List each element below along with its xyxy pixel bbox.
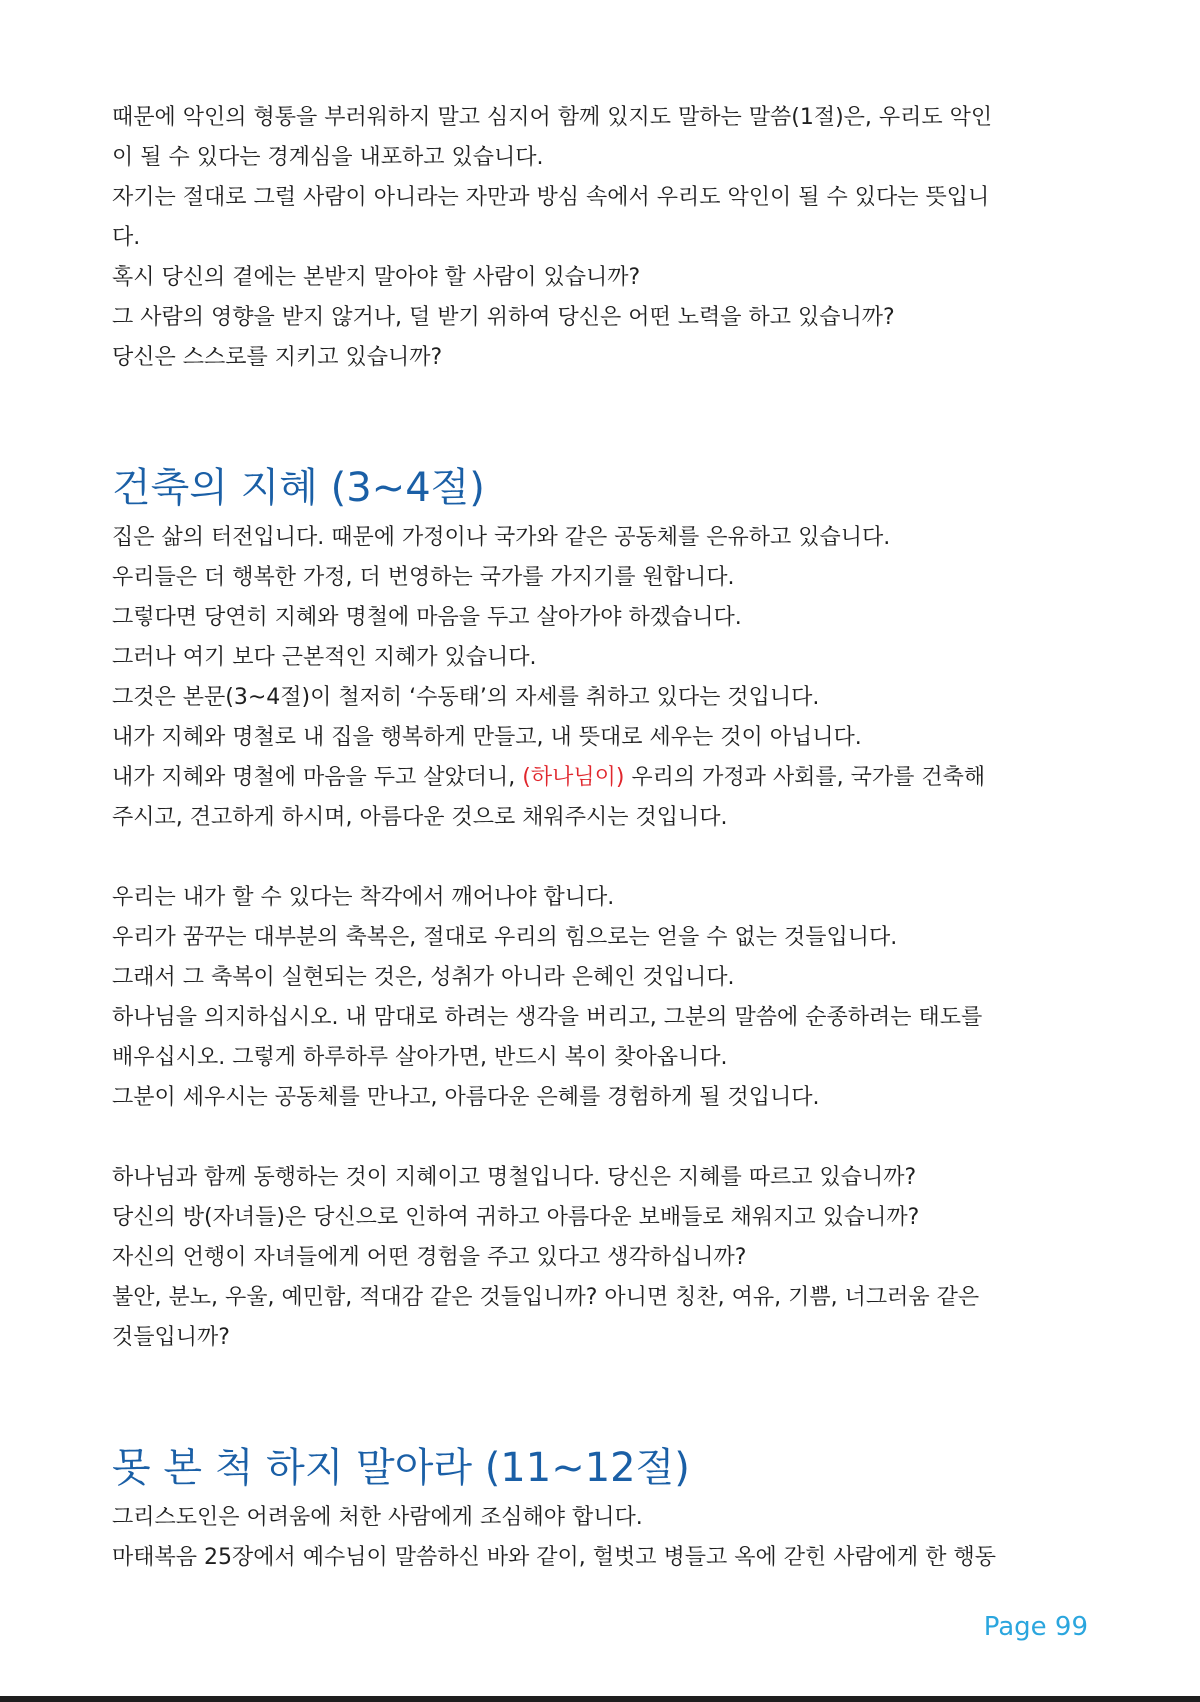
section1-paragraph-3 (112, 1158, 1102, 1358)
section-heading-architecture: 건축의 지혜 (3~4절) (112, 465, 485, 511)
text-line: 마태복음 25장에서 예수님이 말씀하신 바와 같이, 헐벗고 병들고 옥에 갇힌 사람에게 한 행동 (112, 1545, 996, 1570)
section1-paragraph-1 (112, 518, 1102, 838)
text-line: 그렇다면 당연히 지혜와 명철에 마음을 두고 살아가야 하겠습니다. (112, 605, 742, 630)
text-line: 주시고, 견고하게 하시며, 아름다운 것으로 채워주시는 것입니다. (112, 805, 728, 830)
paragraph-spacer (112, 838, 1102, 878)
text-line: 내가 지혜와 명철로 내 집을 행복하게 만들고, 내 뜻대로 세우는 것이 아닙니다. (112, 725, 862, 750)
text-line-with-highlight (112, 758, 1102, 798)
highlighted-text: (하나님이) (522, 765, 625, 790)
section-spacer (112, 1358, 1102, 1440)
text-line: 그분이 세우시는 공동체를 만나고, 아름다운 은혜를 경험하게 될 것입니다. (112, 1085, 820, 1110)
text-line: 다. (112, 225, 141, 250)
text-line: 그것은 본문(3~4절)이 철저히 ‘수동태’의 자세를 취하고 있다는 것입니다. (112, 685, 820, 710)
text-line: 우리들은 더 행복한 가정, 더 번영하는 국가를 가지기를 원합니다. (112, 565, 735, 590)
section-spacer (112, 378, 1102, 460)
text-line: 그래서 그 축복이 실현되는 것은, 성취가 아니라 은혜인 것입니다. (112, 965, 735, 990)
text-line: 하나님을 의지하십시오. 내 맘대로 하려는 생각을 버리고, 그분의 말씀에 순종하려는 태도를 (112, 1005, 983, 1030)
text-line: 집은 삶의 터전입니다. 때문에 가정이나 국가와 같은 공동체를 은유하고 있습니다. (112, 525, 891, 550)
section2-paragraph-1 (112, 1498, 1102, 1578)
text-line: 우리가 꿈꾸는 대부분의 축복은, 절대로 우리의 힘으로는 얻을 수 없는 것들입니다. (112, 925, 898, 950)
text-line: 자기는 절대로 그럴 사람이 아니라는 자만과 방심 속에서 우리도 악인이 될 수 있다는 뜻입니 (112, 185, 990, 210)
paragraph-spacer (112, 1118, 1102, 1158)
text-line: 불안, 분노, 우울, 예민함, 적대감 같은 것들입니까? 아니면 칭찬, 여유, 기쁨, 너그러움 같은 (112, 1285, 980, 1310)
page-number (984, 1612, 1088, 1642)
intro-paragraph (112, 98, 1102, 378)
text-line: 당신은 스스로를 지키고 있습니까? (112, 345, 443, 370)
text-line: 그리스도인은 어려움에 처한 사람에게 조심해야 합니다. (112, 1505, 643, 1530)
bottom-border (0, 1696, 1200, 1702)
page-number-value: 99 (1054, 1612, 1088, 1642)
text-segment: 우리의 가정과 사회를, 국가를 건축해 (624, 765, 986, 790)
text-line: 하나님과 함께 동행하는 것이 지혜이고 명철입니다. 당신은 지혜를 따르고 있습니까? (112, 1165, 917, 1190)
text-line: 혹시 당신의 곁에는 본받지 말아야 할 사람이 있습니까? (112, 265, 641, 290)
page-content (112, 98, 1102, 1578)
section1-paragraph-2 (112, 878, 1102, 1118)
section-heading-dont-ignore: 못 본 척 하지 말아라 (11~12절) (112, 1445, 690, 1491)
text-line: 배우십시오. 그렇게 하루하루 살아가면, 반드시 복이 찾아옵니다. (112, 1045, 728, 1070)
text-segment: 내가 지혜와 명철에 마음을 두고 살았더니, (112, 765, 523, 790)
text-line: 당신의 방(자녀들)은 당신으로 인하여 귀하고 아름다운 보배들로 채워지고 있습니까? (112, 1205, 920, 1230)
page-label: Page (983, 1612, 1047, 1642)
text-line: 것들입니까? (112, 1325, 230, 1350)
text-line: 때문에 악인의 형통을 부러워하지 말고 심지어 함께 있지도 말하는 말씀(1절)은, 우리도 악인 (112, 105, 993, 130)
text-line: 그 사람의 영향을 받지 않거나, 덜 받기 위하여 당신은 어떤 노력을 하고 있습니까? (112, 305, 895, 330)
text-line: 이 될 수 있다는 경계심을 내포하고 있습니다. (112, 145, 544, 170)
text-line: 그러나 여기 보다 근본적인 지혜가 있습니다. (112, 645, 537, 670)
text-line: 자신의 언행이 자녀들에게 어떤 경험을 주고 있다고 생각하십니까? (112, 1245, 747, 1270)
text-line: 우리는 내가 할 수 있다는 착각에서 깨어나야 합니다. (112, 885, 615, 910)
